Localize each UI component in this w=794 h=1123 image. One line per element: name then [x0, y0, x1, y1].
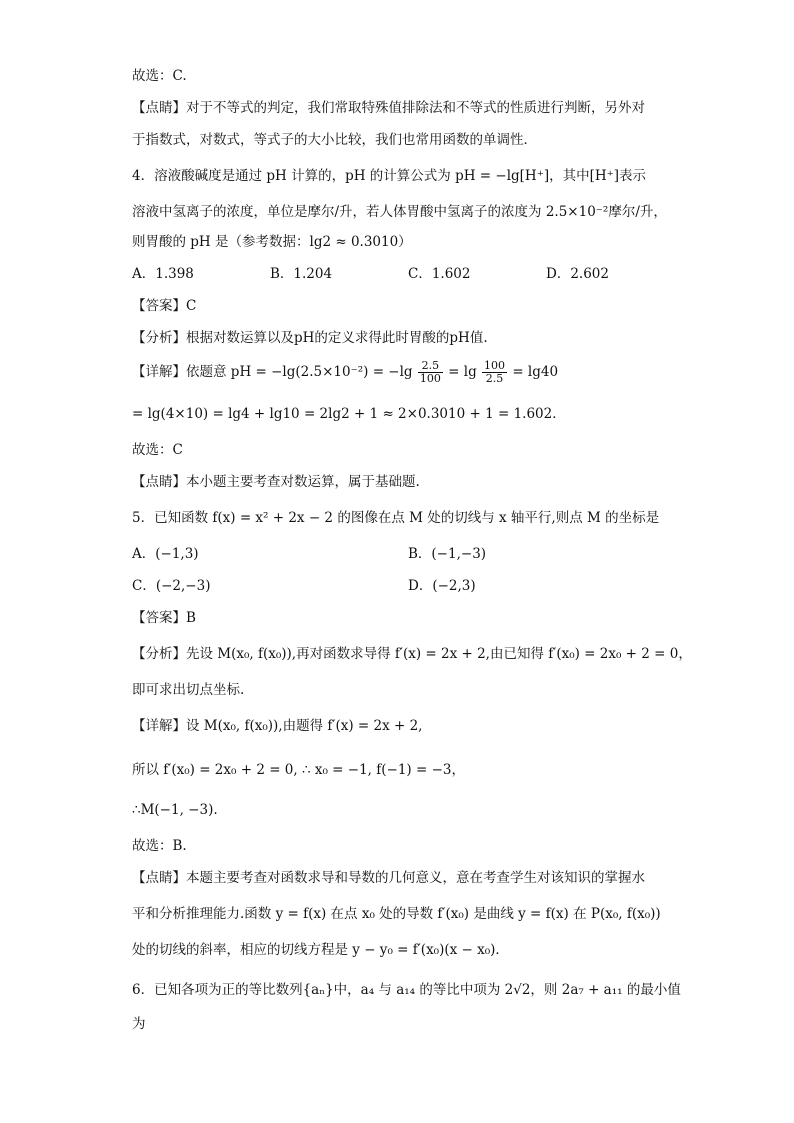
question-6-stem: 6．已知各项为正的等比数列{aₙ}中，a₄ 与 a₁₄ 的等比中项为 2√2，则 2a₇ + a₁₁ 的最小值	[132, 982, 681, 998]
text-line: 处的切线的斜率，相应的切线方程是 y − y₀ = f′(x₀)(x − x₀)．	[132, 942, 509, 958]
q5-option-d: D．(−2,3)	[408, 578, 476, 594]
analysis-line: 【分析】先设 M(x₀, f(x₀)),再对函数求导得 f′(x) = 2x + 2,由已知得 f′(x₀) = 2x₀ + 2 = 0，	[132, 646, 692, 662]
detail-formula-lhs: pH = −lg(2.5×10⁻²) = −lg	[230, 364, 413, 380]
text-line: 【点睛】本题主要考查对函数求导和导数的几何意义，意在考查学生对该知识的掌握水	[132, 870, 645, 886]
fraction-2-den: 2.5	[485, 372, 504, 385]
answer-label: 【答案】C	[132, 298, 197, 314]
fraction-1-den: 100	[419, 372, 441, 385]
q4-option-b: B．1.204	[270, 266, 333, 282]
text-line: 故选：C.	[132, 68, 187, 84]
q4-option-c: C．1.602	[408, 266, 471, 282]
fraction-2	[482, 360, 507, 385]
text-line: 为	[132, 1016, 146, 1032]
text-line: 溶液中氢离子的浓度，单位是摩尔/升，若人体胃酸中氢离子的浓度为 2.5×10⁻²摩尔/升，	[132, 204, 667, 220]
text-line: 平和分析推理能力.函数 y = f(x) 在点 x₀ 处的导数 f′(x₀) 是曲线 y = f(x) 在 P(x₀, f(x₀))	[132, 906, 661, 922]
fraction-1-num: 2.5	[418, 360, 443, 373]
text-line: 于指数式，对数式，等式子的大小比较，我们也常用函数的单调性．	[132, 132, 537, 148]
detail-line	[132, 360, 558, 385]
text-line: 【点睛】对于不等式的判定，我们常取特殊值排除法和不等式的性质进行判断，另外对	[132, 100, 645, 116]
detail-formula-tail: = lg40	[512, 364, 559, 380]
text-line: 所以 f′(x₀) = 2x₀ + 2 = 0, ∴ x₀ = −1, f(−1) = −3，	[132, 762, 465, 778]
answer-label: 【答案】B	[132, 610, 196, 626]
q5-option-a: A．(−1,3)	[132, 546, 199, 562]
q4-option-a: A．1.398	[132, 266, 194, 282]
q4-option-d: D．2.602	[546, 266, 609, 282]
text-line: 即可求出切点坐标.	[132, 682, 245, 698]
text-line: 则胃酸的 pH 是（参考数据：lg2 ≈ 0.3010）	[132, 234, 412, 250]
text-line: ∴M(−1, −3).	[132, 802, 218, 818]
text-line: 故选：B.	[132, 838, 187, 854]
analysis-line: 【分析】根据对数运算以及pH的定义求得此时胃酸的pH值.	[132, 330, 488, 346]
question-5-stem: 5．已知函数 f(x) = x² + 2x − 2 的图像在点 M 处的切线与 x 轴平行,则点 M 的坐标是	[132, 510, 660, 526]
detail-line: 【详解】设 M(x₀, f(x₀)),由题得 f′(x) = 2x + 2,	[132, 718, 423, 734]
text-line: 故选：C	[132, 442, 183, 458]
fraction-2-num: 100	[484, 359, 506, 372]
detail-formula-mid: = lg	[448, 364, 477, 380]
question-4-stem: 4．溶液酸碱度是通过 pH 计算的，pH 的计算公式为 pH = −lg[H⁺]，其中[H⁺]表示	[132, 168, 647, 184]
detail-label: 【详解】依题意	[132, 364, 227, 380]
fraction-1	[418, 360, 443, 385]
text-line: 【点睛】本小题主要考查对数运算，属于基础题.	[132, 474, 420, 490]
q5-option-c: C．(−2,−3)	[132, 578, 211, 594]
text-line: = lg(4×10) = lg4 + lg10 = 2lg2 + 1 ≈ 2×0.3010 + 1 = 1.602．	[132, 406, 566, 422]
q5-option-b: B．(−1,−3)	[408, 546, 487, 562]
